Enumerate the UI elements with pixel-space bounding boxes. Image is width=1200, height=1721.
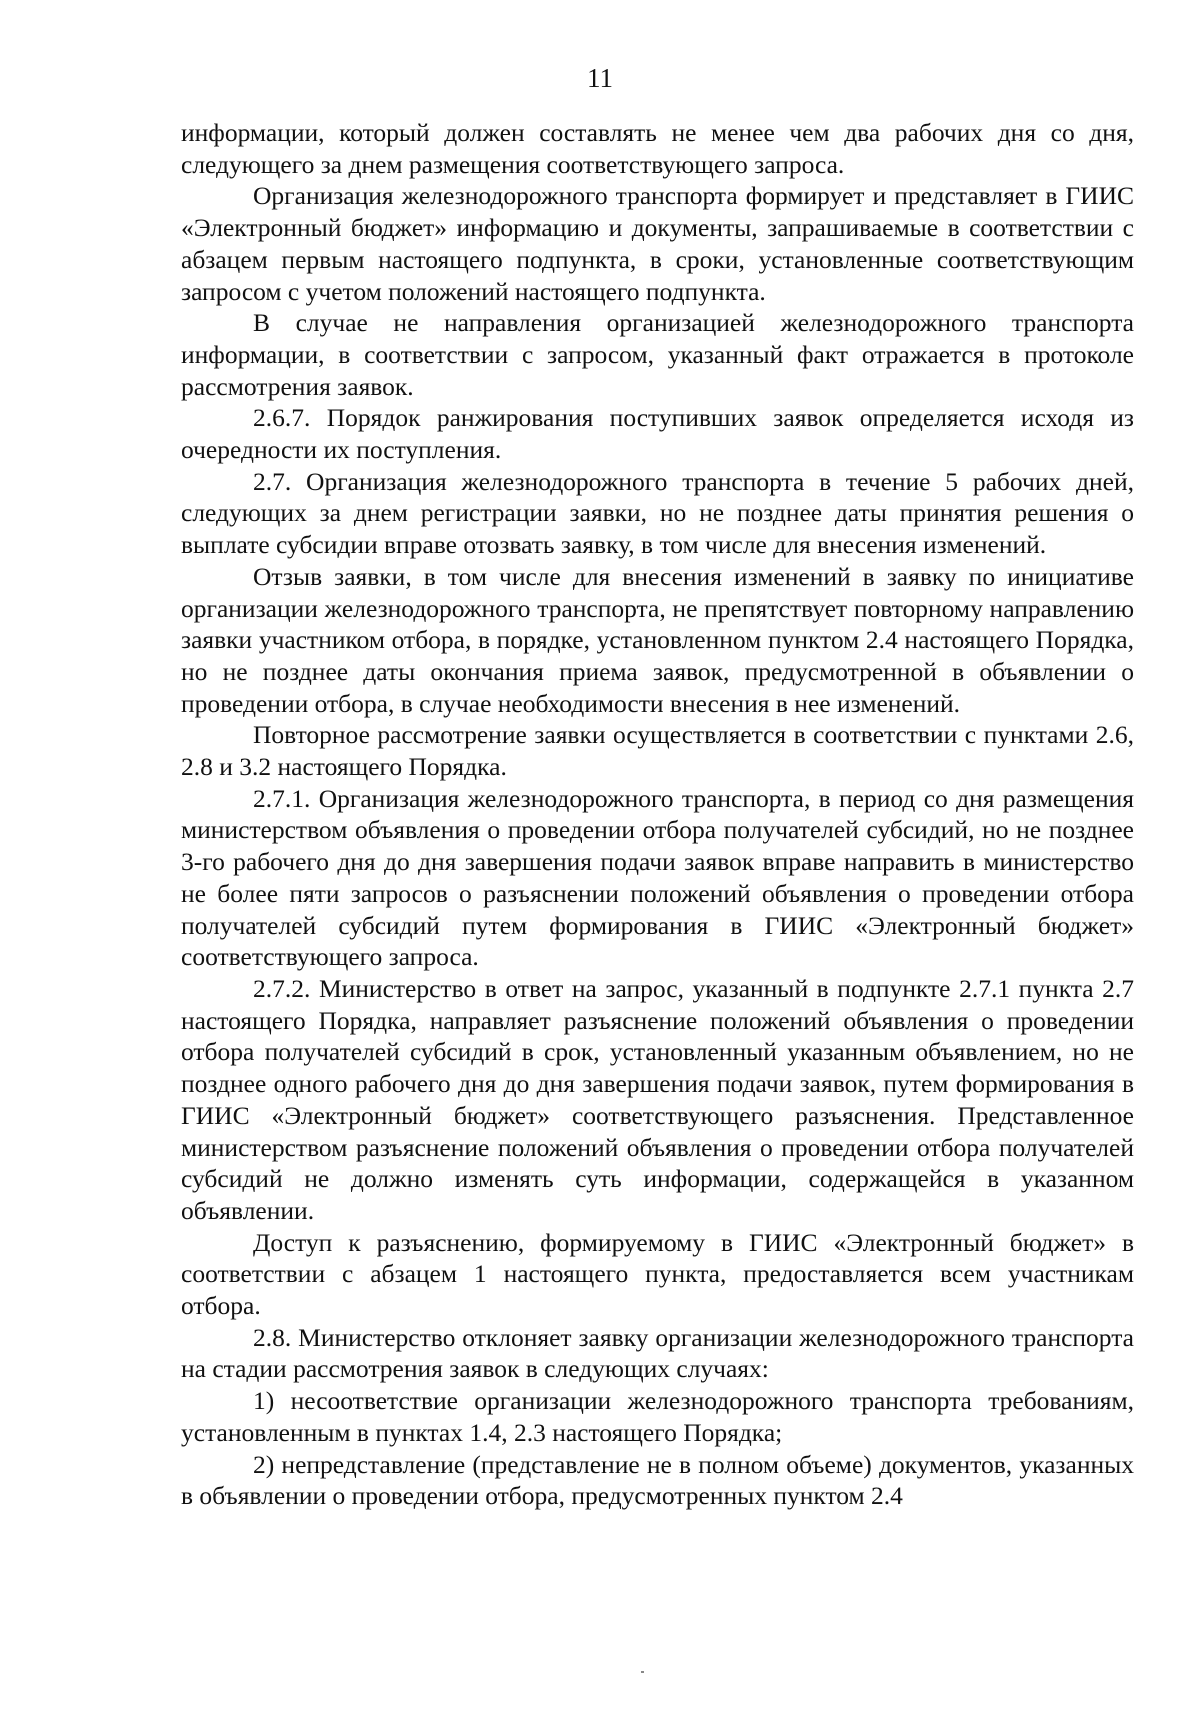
page-number: 11 [587,63,613,93]
paragraph-2-7-1: 2.7.1. Организация железнодорожного транспорта, в период со дня размещения министерством объявления о проведении отбора получателей субсидий, но не позднее 3-го рабочего дня до дня завершения подачи заявок вправе направить в министерство не более пяти запросов о разъяснении положений объявления о проведении отбора получателей субсидий путем формирования в ГИИС «Электронный бюджет» соответствующего запроса. [181,783,1134,972]
list-item-1: 1) несоответствие организации железнодорожного транспорта требованиям, установленным в пунктах 1.4, 2.3 настоящего Порядка; [181,1386,1134,1447]
paragraph-access: Доступ к разъяснению, формируемому в ГИИС «Электронный бюджет» в соответствии с абзацем 1 настоящего пункта, предоставляется всем участникам отбора. [181,1227,1134,1321]
paragraph-2-7-2: 2.7.2. Министерство в ответ на запрос, указанный в подпункте 2.7.1 пункта 2.7 настоящего Порядка, направляет разъяснение положений объявления о проведении отбора получателей субсидий в срок, установленный указанным объявлением, но не позднее одного рабочего дня до дня завершения подачи заявок, путем формирования в ГИИС «Электронный бюджет» соответствующего разъяснения. Представленное министерством разъяснение положений объявления о проведении отбора получателей субсидий не должно изменять суть информации, содержащейся в указанном объявлении. [181,973,1134,1225]
list-item-2: 2) непредставление (представление не в полном объеме) документов, указанных в объявлении о проведении отбора, предусмотренных пунктом 2.4 [181,1449,1134,1511]
paragraph-continuation: информации, который должен составлять не менее чем два рабочих дня со дня, следующего за днем размещения соответствующего запроса. [181,118,1134,179]
document-body [181,117,1134,1512]
scan-speck [641,1671,644,1673]
paragraph-submission: Организация железнодорожного транспорта формирует и представляет в ГИИС «Электронный бюджет» информацию и документы, запрашиваемые в соответствии с абзацем первым настоящего подпункта, в сроки, установленные соответствующим запросом с учетом положений настоящего подпункта. [181,181,1134,306]
paragraph-2-8: 2.8. Министерство отклоняет заявку организации железнодорожного транспорта на стадии рассмотрения заявок в следующих случаях: [181,1322,1134,1384]
paragraph-2-6-7: 2.6.7. Порядок ранжирования поступивших заявок определяется исходя из очередности их поступления. [181,403,1134,465]
paragraph-non-submission: В случае не направления организацией железнодорожного транспорта информации, в соответствии с запросом, указанный факт отражается в протоколе рассмотрения заявок. [181,308,1134,401]
paragraph-re-review: Повторное рассмотрение заявки осуществляется в соответствии с пунктами 2.6, 2.8 и 3.2 настоящего Порядка. [181,720,1134,782]
paragraph-2-7: 2.7. Организация железнодорожного транспорта в течение 5 рабочих дней, следующих за днем регистрации заявки, но не позднее даты принятия решения о выплате субсидии вправе отозвать заявку, в том числе для внесения изменений. [181,466,1134,560]
paragraph-withdrawal: Отзыв заявки, в том числе для внесения изменений в заявку по инициативе организации железнодорожного транспорта, не препятствует повторному направлению заявки участником отбора, в порядке, установленном пунктом 2.4 настоящего Порядка, но не позднее даты окончания приема заявок, предусмотренной в объявлении о проведении отбора, в случае необходимости внесения в нее изменений. [181,561,1134,718]
